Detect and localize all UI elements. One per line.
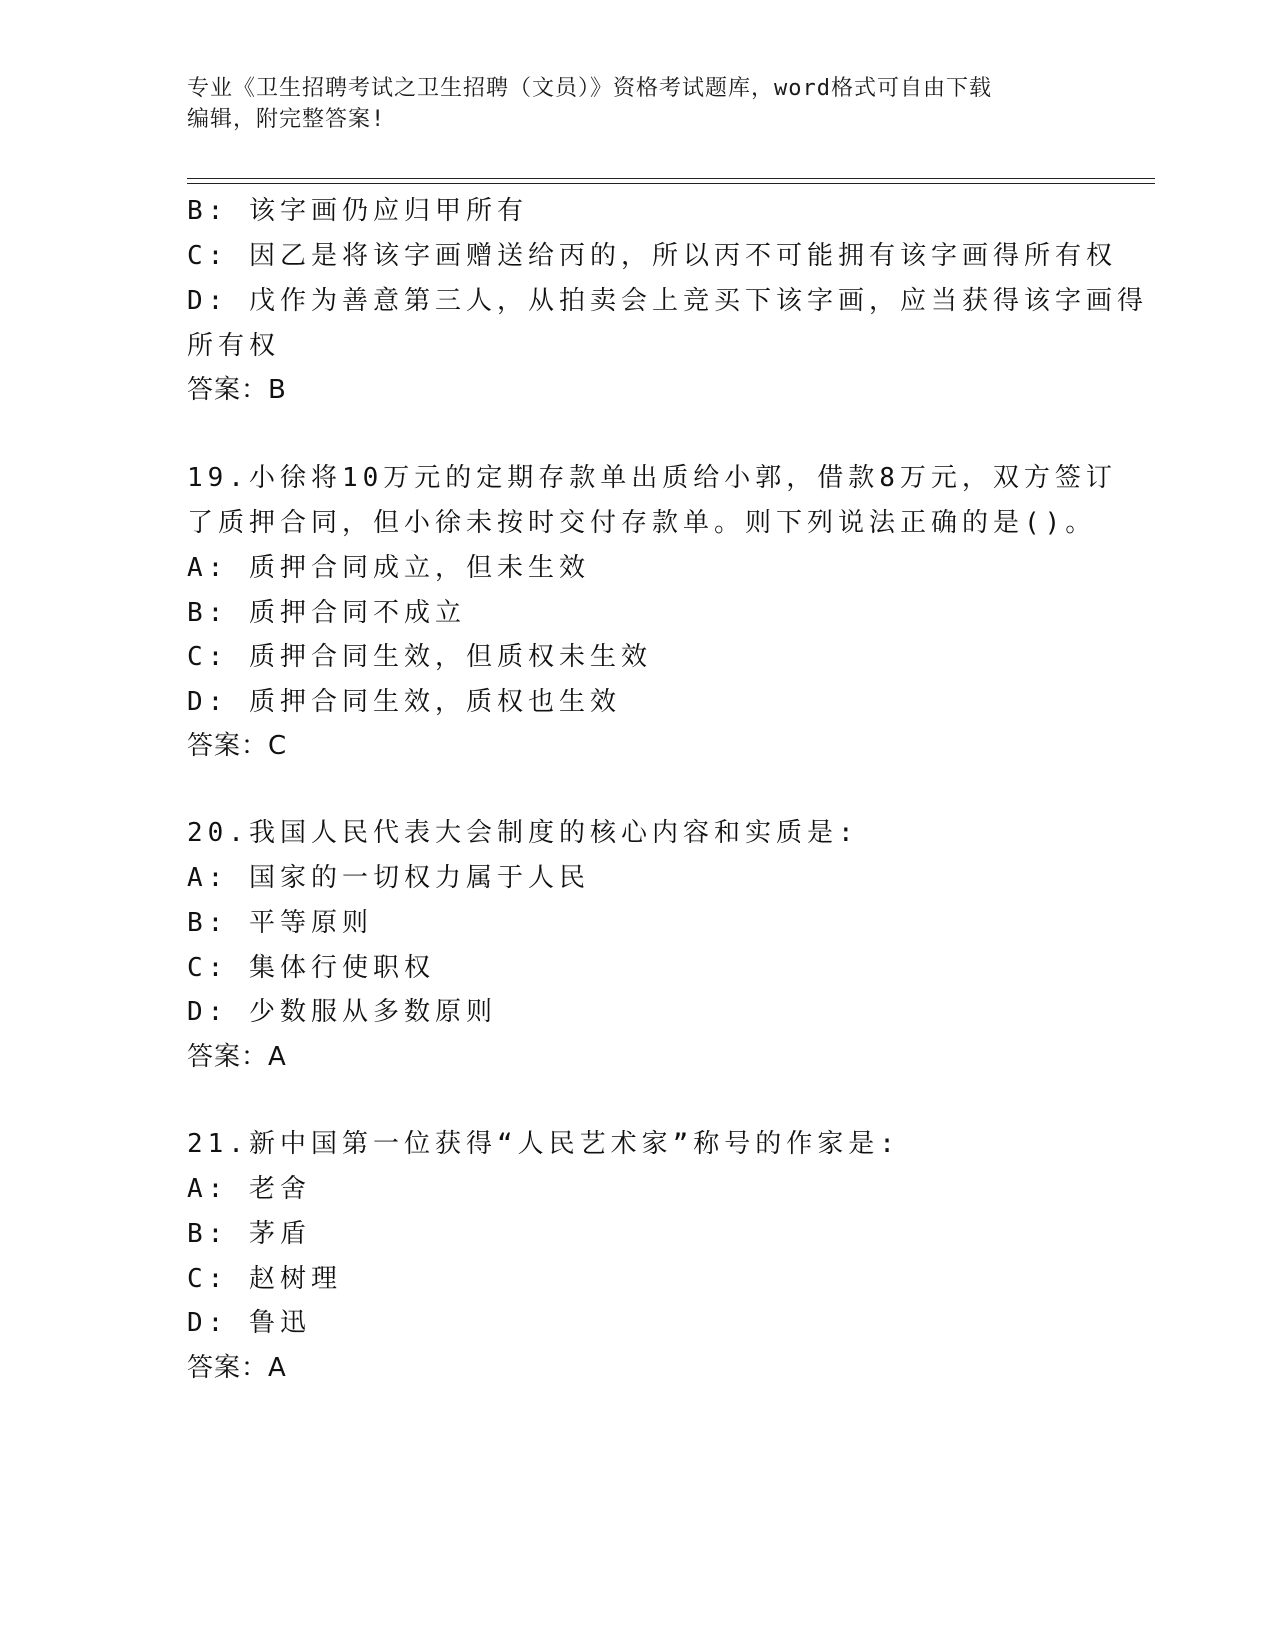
option-d-continued: 所有权 — [187, 331, 281, 361]
question-stem: 20.我国人民代表大会制度的核心内容和实质是: — [187, 818, 859, 848]
option-c: C: 质押合同生效，但质权未生效 — [187, 642, 652, 672]
question-stem: 21.新中国第一位获得“人民艺术家”称号的作家是: — [187, 1129, 900, 1159]
option-b: B: 该字画仍应归甲所有 — [187, 196, 528, 226]
option-b: B: 平等原则 — [187, 908, 373, 938]
option-b: B: 茅盾 — [187, 1219, 311, 1249]
answer: 答案：A — [187, 1353, 287, 1383]
option-c: C: 集体行使职权 — [187, 953, 435, 983]
option-d: D: 鲁迅 — [187, 1308, 311, 1338]
answer: 答案：A — [187, 1042, 287, 1072]
answer: 答案：B — [187, 375, 287, 405]
option-d: D: 质押合同生效，质权也生效 — [187, 687, 621, 717]
option-a: A: 质押合同成立，但未生效 — [187, 553, 590, 583]
header-rule-top — [187, 178, 1155, 179]
option-d: D: 戊作为善意第三人，从拍卖会上竞买下该字画，应当获得该字画得 — [187, 286, 1148, 316]
question-stem-continued: 了质押合同，但小徐未按时交付存款单。则下列说法正确的是()。 — [187, 508, 1097, 538]
document-header — [187, 73, 1087, 135]
header-line-2: 编辑，附完整答案! — [187, 107, 386, 132]
option-d: D: 少数服从多数原则 — [187, 997, 497, 1027]
answer: 答案：C — [187, 731, 288, 761]
option-a: A: 国家的一切权力属于人民 — [187, 863, 590, 893]
question-stem: 19.小徐将10万元的定期存款单出质给小郭，借款8万元，双方签订 — [187, 463, 1117, 493]
option-a: A: 老舍 — [187, 1174, 311, 1204]
option-c: C: 赵树理 — [187, 1264, 342, 1294]
option-b: B: 质押合同不成立 — [187, 598, 466, 628]
option-c: C: 因乙是将该字画赠送给丙的，所以丙不可能拥有该字画得所有权 — [187, 241, 1117, 271]
header-rule-bottom — [187, 183, 1155, 184]
header-line-1: 专业《卫生招聘考试之卫生招聘（文员）》资格考试题库，word格式可自由下载 — [187, 76, 992, 101]
